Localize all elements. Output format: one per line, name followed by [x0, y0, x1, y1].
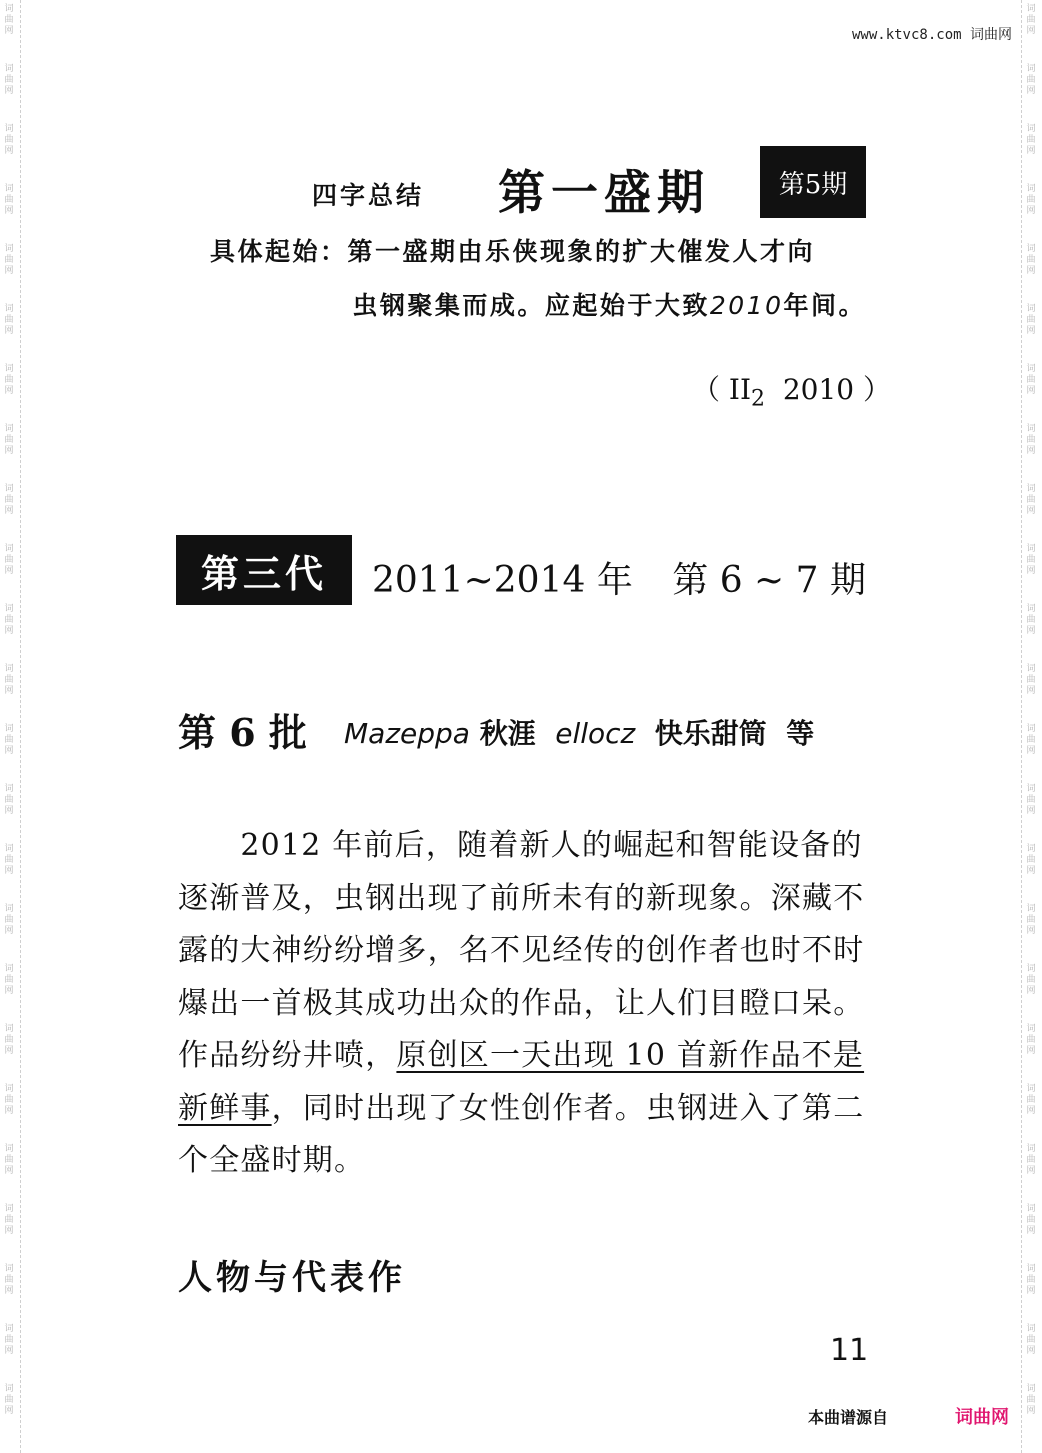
- issue-badge: 第5期: [760, 146, 866, 218]
- origin-line-2-prefix: 虫钢聚集而成。应起始于大致: [352, 291, 710, 320]
- body-paragraph: [178, 820, 868, 1188]
- member-mazeppa: Mazeppa: [344, 717, 470, 750]
- watermark-mark: 词 曲 网: [1026, 64, 1036, 96]
- watermark-mark: 词 曲 网: [4, 304, 14, 336]
- site-url[interactable]: www.ktvc8.com 词曲网: [851, 27, 1012, 43]
- source-label: 本曲谱源自: [808, 1408, 889, 1427]
- watermark-mark: 词 曲 网: [4, 1204, 14, 1236]
- era-title: 第一盛期: [498, 166, 710, 221]
- page-number: 11: [830, 1333, 869, 1368]
- watermark-mark: 词 曲 网: [1026, 424, 1036, 456]
- watermark-mark: 词 曲 网: [4, 124, 14, 156]
- watermark-mark: 词 曲 网: [4, 4, 14, 36]
- watermark-mark: 词 曲 网: [4, 244, 14, 276]
- reference-code: [692, 368, 891, 412]
- watermark-mark: 词 曲 网: [1026, 1084, 1036, 1116]
- watermark-mark: 词 曲 网: [4, 1384, 14, 1416]
- watermark-mark: 词 曲 网: [4, 544, 14, 576]
- watermark-mark: 词 曲 网: [1026, 664, 1036, 696]
- generation-label: 第三代: [176, 535, 352, 605]
- watermark-mark: 词 曲 网: [4, 484, 14, 516]
- watermark-mark: 词 曲 网: [4, 784, 14, 816]
- source-brand-link[interactable]: 词曲网: [955, 1407, 1009, 1428]
- watermark-mark: 词 曲 网: [1026, 1324, 1036, 1356]
- watermark-mark: 词 曲 网: [4, 424, 14, 456]
- watermark-mark: 词 曲 网: [1026, 1204, 1036, 1236]
- watermark-mark: 词 曲 网: [1026, 784, 1036, 816]
- origin-line-1: 具体起始：第一盛期由乐侠现象的扩大催发人才向: [210, 237, 816, 266]
- watermark-mark: 词 曲 网: [1026, 364, 1036, 396]
- watermark-mark: 词 曲 网: [4, 184, 14, 216]
- watermark-mark: 词 曲 网: [1026, 1024, 1036, 1056]
- watermark-mark: 词 曲 网: [4, 64, 14, 96]
- watermark-mark: 词 曲 网: [4, 964, 14, 996]
- section-heading: 人物与代表作: [178, 1258, 406, 1298]
- origin-line-2: [352, 286, 866, 322]
- watermark-mark: 词 曲 网: [4, 364, 14, 396]
- paragraph-part-2: ，同时出现了女性创作者。虫钢进入了第二个全盛时期。: [178, 1090, 865, 1178]
- watermark-mark: 词 曲 网: [4, 904, 14, 936]
- left-watermark-strip: [0, 0, 21, 1453]
- watermark-mark: 词 曲 网: [4, 1024, 14, 1056]
- watermark-mark: 词 曲 网: [1026, 484, 1036, 516]
- watermark-mark: 词 曲 网: [1026, 904, 1036, 936]
- batch-title: 第 6 批: [178, 710, 307, 755]
- watermark-mark: 词 曲 网: [1026, 1144, 1036, 1176]
- generation-years: 2011~2014 年: [372, 560, 633, 601]
- underlined-phrase: 原创区一天出现 10 首新作品不是新鲜事: [178, 1038, 865, 1126]
- watermark-mark: 词 曲 网: [4, 1324, 14, 1356]
- right-watermark-strip: [1021, 0, 1042, 1453]
- ref-year: 2010 ）: [782, 373, 892, 406]
- watermark-mark: 词 曲 网: [1026, 724, 1036, 756]
- batch-members: [344, 712, 814, 752]
- watermark-mark: 词 曲 网: [1026, 1384, 1036, 1416]
- members-suffix: 等: [786, 717, 815, 750]
- generation-issues: 第 6 ~ 7 期: [672, 560, 866, 601]
- watermark-mark: 词 曲 网: [1026, 184, 1036, 216]
- watermark-mark: 词 曲 网: [1026, 124, 1036, 156]
- watermark-mark: 词 曲 网: [4, 1264, 14, 1296]
- watermark-mark: 词 曲 网: [1026, 244, 1036, 276]
- ref-open: （ II: [692, 373, 752, 406]
- watermark-mark: 词 曲 网: [4, 724, 14, 756]
- ref-sub: 2: [751, 386, 766, 412]
- watermark-mark: 词 曲 网: [4, 1084, 14, 1116]
- summary-label: 四字总结: [312, 181, 425, 210]
- watermark-mark: 词 曲 网: [1026, 544, 1036, 576]
- watermark-mark: 词 曲 网: [4, 604, 14, 636]
- watermark-mark: 词 曲 网: [1026, 4, 1036, 36]
- watermark-mark: 词 曲 网: [1026, 964, 1036, 996]
- watermark-mark: 词 曲 网: [1026, 304, 1036, 336]
- watermark-mark: 词 曲 网: [1026, 604, 1036, 636]
- origin-line-2-suffix: 年间。: [783, 291, 866, 320]
- paragraph-part-1: 2012 年前后，随着新人的崛起和智能设备的逐渐普及，虫钢出现了前所未有的新现象。深藏不露的大神纷纷增多，名不见经传的创作者也时不时爆出一首极其成功出众的作品，让人们目瞪口呆。作品纷纷井喷，: [178, 828, 865, 1073]
- member-ellocz: ellocz: [555, 717, 636, 750]
- watermark-mark: 词 曲 网: [1026, 844, 1036, 876]
- member-qiuya: 秋涯: [479, 717, 536, 750]
- watermark-mark: 词 曲 网: [4, 1144, 14, 1176]
- watermark-mark: 词 曲 网: [4, 664, 14, 696]
- watermark-mark: 词 曲 网: [4, 844, 14, 876]
- watermark-mark: 词 曲 网: [1026, 1264, 1036, 1296]
- origin-year: 2010: [709, 291, 784, 320]
- member-kuaile-tiantong: 快乐甜筒: [654, 717, 767, 750]
